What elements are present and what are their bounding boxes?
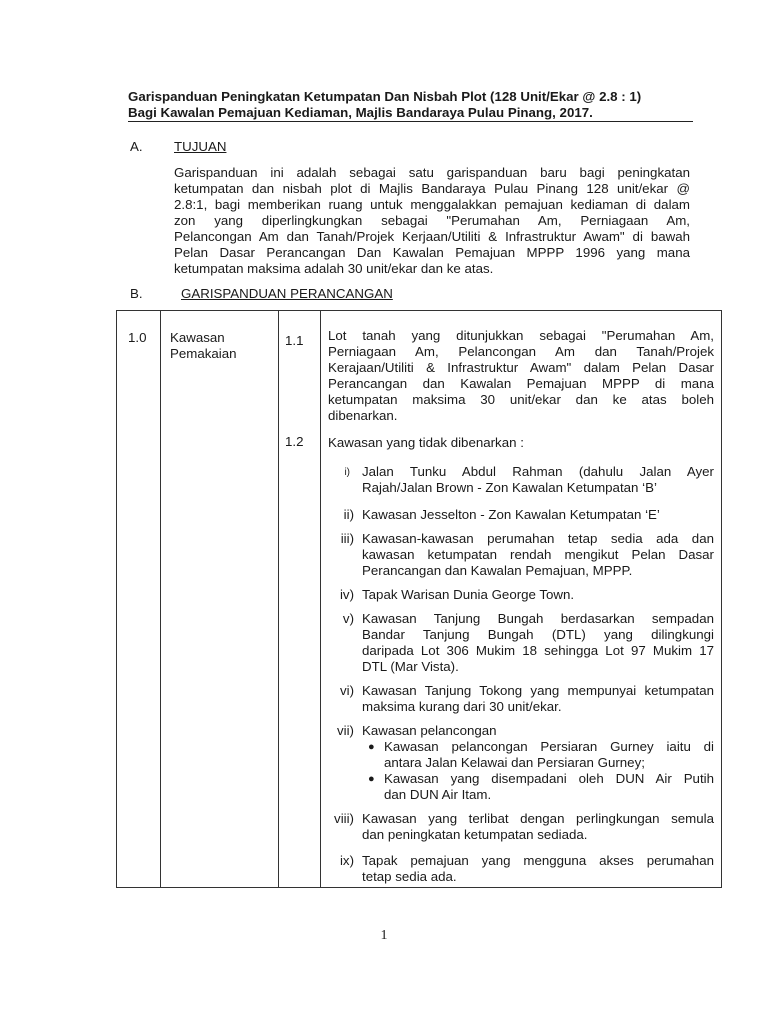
exclusion-item (362, 507, 714, 523)
item-line: maksima kurang dari 30 unit/ekar. (362, 699, 562, 714)
clause-1-1-text (328, 328, 714, 424)
item-line: Tapak Warisan Dunia George Town. (362, 587, 575, 602)
category-label (170, 330, 237, 362)
item-line: Bandar Tanjung Bungah (DTL) yang dilingkungi (362, 627, 714, 642)
exclusion-item (362, 723, 714, 739)
item-number: iv) (339, 587, 354, 602)
item-number: iii) (340, 531, 354, 546)
title-line-2: Bagi Kawalan Pemajuan Kediaman, Majlis Bandaraya Pulau Pinang, 2017. (128, 105, 593, 120)
row-number: 1.0 (128, 330, 147, 345)
exclusion-item (362, 611, 714, 675)
clause-line: Lot tanah yang ditunjukkan sebagai "Perumahan Am, (328, 328, 714, 343)
item-line: dan peningkatan ketumpatan sediada. (362, 827, 588, 842)
item-number: v) (342, 611, 354, 626)
clause-number: 1.2 (285, 434, 304, 449)
bullet-item (384, 739, 714, 771)
title-underline (128, 121, 693, 122)
section-a-heading: TUJUAN (174, 139, 227, 154)
bullet-line: Kawasan pelancongan Persiaran Gurney iaitu di (384, 739, 714, 754)
item-line: kawasan ketumpatan rendah mengikut Pelan Dasar (362, 547, 714, 562)
clause-number: 1.1 (285, 333, 304, 348)
clause-line: ketumpatan maksima 30 unit/ekar dan ke atas boleh (328, 392, 714, 407)
item-number: i) (344, 467, 350, 478)
clause-line: Perniagaan Am, Pelancongan Am dan Tanah/Projek (328, 344, 714, 359)
item-line: Jalan Tunku Abdul Rahman (dahulu Jalan Ayer (362, 464, 714, 479)
clause-line: Perancangan dan Kawalan Pemajuan MPPP di mana (328, 376, 714, 391)
item-line: Kawasan Tanjung Tokong yang mempunyai ketumpatan (362, 683, 714, 698)
paragraph-line: 2.8:1, bagi memberikan ruang untuk menggalakkan pemajuan kediaman di dalam (174, 197, 690, 212)
item-line: tetap sedia ada. (362, 869, 457, 884)
item-number: ix) (339, 853, 354, 868)
section-b-letter: B. (130, 286, 143, 301)
paragraph-line: ketumpatan maksima adalah 30 unit/ekar dan ke atas. (174, 261, 494, 276)
exclusion-item (362, 464, 714, 496)
category-line-1: Kawasan (170, 330, 225, 345)
exclusion-item (362, 853, 714, 885)
document-title (128, 89, 693, 121)
exclusion-item (362, 811, 714, 843)
item-line: Rajah/Jalan Brown - Zon Kawalan Ketumpatan ‘B’ (362, 480, 657, 495)
section-a-paragraph (174, 165, 690, 277)
bullet-icon: ● (368, 773, 375, 785)
bullet-line: Kawasan yang disempadani oleh DUN Air Putih (384, 771, 714, 786)
item-line: Perancangan dan Kawalan Pemajuan, MPPP. (362, 563, 633, 578)
bullet-line: dan DUN Air Itam. (384, 787, 492, 802)
exclusion-item (362, 531, 714, 579)
exclusion-item (362, 683, 714, 715)
table-column-divider (278, 310, 279, 888)
item-line: Tapak pemajuan yang mengguna akses perumahan (362, 853, 714, 868)
item-number: vi) (339, 683, 354, 698)
table-column-divider (160, 310, 161, 888)
section-b-heading: GARISPANDUAN PERANCANGAN (181, 286, 393, 301)
section-a-letter: A. (130, 139, 143, 154)
paragraph-line: ketumpatan dan nisbah plot di Majlis Bandaraya Pulau Pinang 128 unit/ekar @ (174, 181, 690, 196)
paragraph-line: Garispanduan ini adalah sebagai satu garispanduan baru bagi peningkatan (174, 165, 690, 180)
page-number: 1 (380, 928, 388, 943)
title-line-1: Garispanduan Peningkatan Ketumpatan Dan Nisbah Plot (128 Unit/Ekar @ 2.8 : 1) (128, 89, 642, 104)
exclusion-item (362, 587, 714, 603)
item-line: Kawasan yang terlibat dengan perlingkungan semula (362, 811, 714, 826)
item-number: ii) (343, 507, 354, 522)
item-line: Kawasan Jesselton - Zon Kawalan Ketumpatan ‘E’ (362, 507, 660, 522)
clause-line: dibenarkan. (328, 408, 398, 423)
clause-1-2-intro: Kawasan yang tidak dibenarkan : (328, 435, 524, 450)
clause-line: Kerajaan/Utiliti & Infrastruktur Awam" dalam Pelan Dasar (328, 360, 714, 375)
item-line: DTL (Mar Vista). (362, 659, 459, 674)
category-line-2: Pemakaian (170, 346, 237, 361)
item-line: daripada Lot 306 Mukim 18 sehingga Lot 97 Mukim 17 (362, 643, 714, 658)
item-line: Kawasan Tanjung Bungah berdasarkan sempadan (362, 611, 714, 626)
bullet-item (384, 771, 714, 803)
item-line: Kawasan-kawasan perumahan tetap sedia ada dan (362, 531, 714, 546)
paragraph-line: Pelancongan Am dan Tanah/Projek Kerjaan/Utiliti & Infrastruktur Awam" di bawah (174, 229, 690, 244)
item-line: Kawasan pelancongan (362, 723, 497, 738)
bullet-line: antara Jalan Kelawai dan Persiaran Gurney; (384, 755, 645, 770)
item-number: viii) (334, 811, 354, 826)
item-number: vii) (337, 723, 354, 738)
paragraph-line: Pelan Dasar Perancangan Dan Kawalan Pemajuan MPPP 1996 yang mana (174, 245, 690, 260)
paragraph-line: zon yang diperlingkungkan sebagai "Perumahan Am, Perniagaan Am, (174, 213, 690, 228)
bullet-icon: ● (368, 741, 375, 753)
